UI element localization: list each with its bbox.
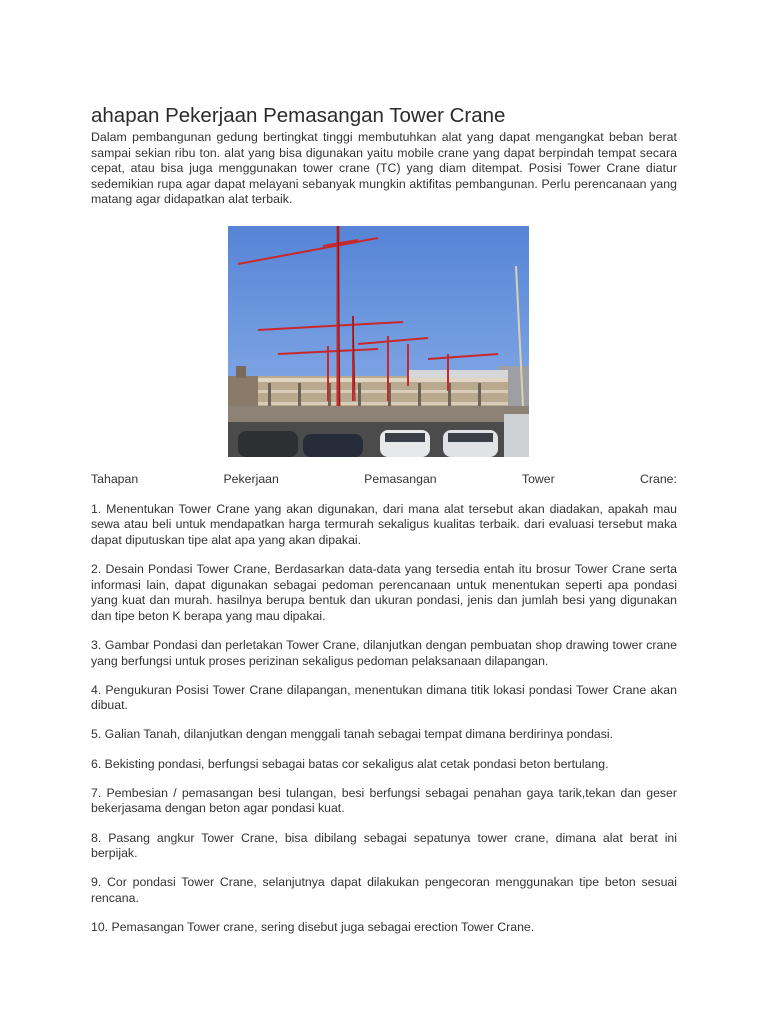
section-heading [91,472,677,488]
section-heading-word: Pekerjaan [223,471,279,486]
step-item: 4. Pengukuran Posisi Tower Crane dilapangan, menentukan dimana titik lokasi pondasi Tower Crane akan dibuat. [91,682,677,713]
document-body [91,104,677,949]
step-item: 3. Gambar Pondasi dan perletakan Tower Crane, dilanjutkan dengan pembuatan shop drawing tower crane yang berfungsi untuk proses perizinan sekaligus pedoman pelaksanaan dilapangan. [91,637,677,668]
document-title: ahapan Pekerjaan Pemasangan Tower Crane [91,104,506,127]
section-heading-word: Pemasangan [364,471,437,486]
steps-list [91,502,677,936]
section-heading-word: Tahapan [91,471,139,486]
step-item: 2. Desain Pondasi Tower Crane, Berdasarkan data-data yang tersedia entah itu brosur Tower Crane serta informasi lain, dapat digunakan sebagai pedoman perencanaan untuk menentukan seperti apa pondasi yang kuat dan murah. hasilnya berupa bentuk dan ukuran pondasi, jenis dan jumlah besi yang digunakan dan tipe beton K berapa yang mau dipakai. [91,561,677,623]
step-item: 9. Cor pondasi Tower Crane, selanjutnya dapat dilakukan pengecoran menggunakan tipe beton sesuai rencana. [91,875,677,905]
step-item: 1. Menentukan Tower Crane yang akan digunakan, dari mana alat tersebut akan diadakan, apakah mau sewa atau beli untuk mendapatkan harga termurah sekaligus kualitas terbaik. dari evaluasi tersebut maka dapat diputuskan tipe alat apa yang akan dipakai. [91,501,677,547]
step-item: 5. Galian Tanah, dilanjutkan dengan menggali tanah sebagai tempat dimana berdirinya pondasi. [91,727,614,742]
step-item: 8. Pasang angkur Tower Crane, bisa dibilang sebagai sepatunya tower crane, dimana alat berat ini berpijak. [91,830,677,861]
section-heading-word: Crane: [640,471,677,486]
step-item: 7. Pembesian / pemasangan besi tulangan, besi berfungsi sebagai penahan gaya tarik,tekan dan geser bekerjasama dengan beton agar pondasi kuat. [91,785,677,816]
section-heading-word: Tower [521,471,555,486]
step-item: 6. Bekisting pondasi, berfungsi sebagai batas cor sekaligus alat cetak pondasi beton bertulang. [91,756,609,771]
intro-paragraph: Dalam pembangunan gedung bertingkat tinggi membutuhkan alat yang dapat mengangkat beban berat sampai sekian ribu ton. alat yang bisa digunakan yaitu mobile crane yang dapat berpindah tempat secara cepat, atau bisa juga menggunakan tower crane (TC) yang diam ditempat. Posisi Tower Crane diatur sedemikian rupa agar dapat melayani sebanyak mungkin aktifitas pembangunan. Perlu perencanaan yang matang agar didapatkan alat terbaik. [91,130,677,207]
construction-site-photo [228,226,529,457]
step-item: 10. Pemasangan Tower crane, sering disebut juga sebagai erection Tower Crane. [91,920,535,935]
